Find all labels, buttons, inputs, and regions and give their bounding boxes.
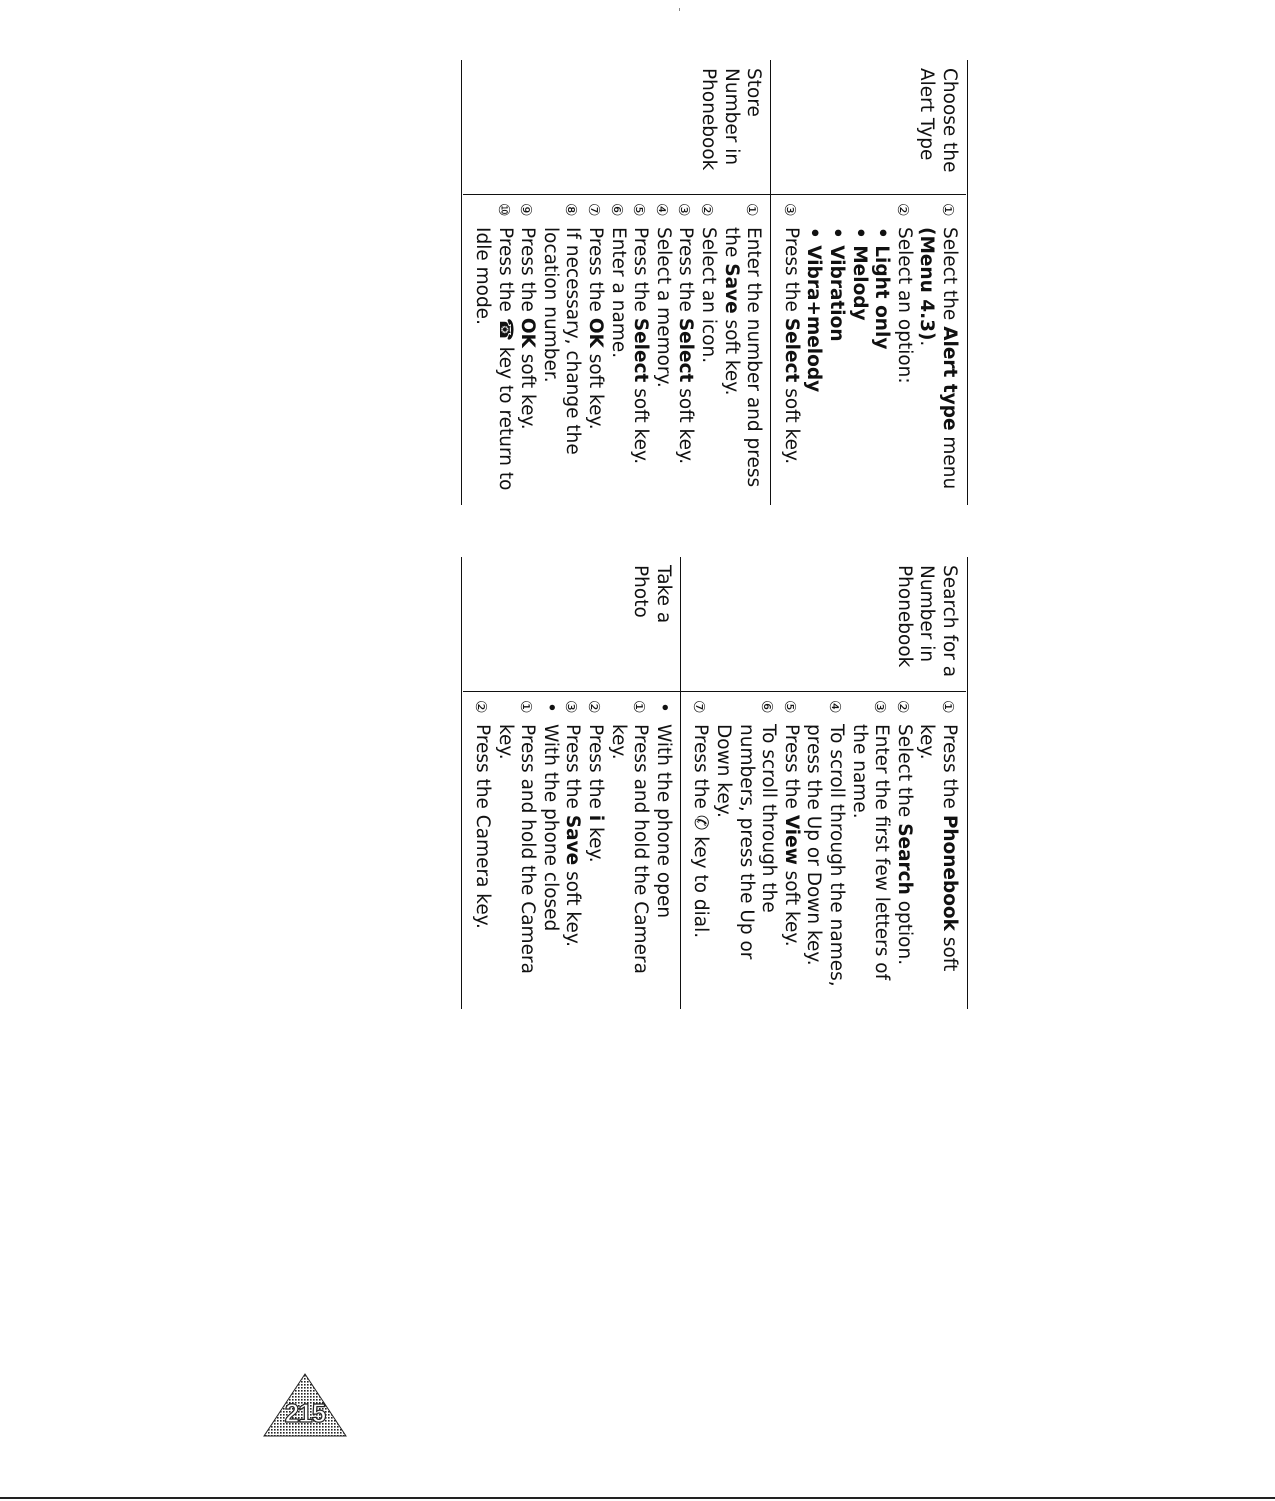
task-row — [463, 60, 771, 505]
info-key-icon: i — [585, 814, 607, 822]
step-text: Press the — [585, 227, 607, 318]
step-item — [802, 700, 847, 1003]
bold-term: View — [780, 814, 802, 865]
option-item: • Light only — [870, 227, 893, 499]
option-list — [802, 227, 892, 499]
bold-term: Alert type — [939, 326, 960, 431]
step-list — [471, 700, 674, 1003]
bold-term: Select — [630, 317, 652, 383]
page-number: 215 — [284, 1398, 326, 1428]
step-item — [719, 203, 764, 499]
panel-top-rule — [967, 557, 968, 1009]
step-item — [802, 203, 915, 499]
task-cell — [771, 60, 966, 195]
quick-guide-panel-1 — [461, 60, 968, 505]
step-number: ④ — [652, 203, 671, 217]
step-number: ③ — [871, 700, 890, 714]
step-item — [674, 203, 697, 499]
step-list — [471, 203, 765, 499]
step-item — [538, 700, 561, 1003]
quick-guide-panel-2 — [461, 557, 968, 1009]
task-cell — [463, 557, 681, 692]
step-text: Press the — [630, 227, 652, 318]
steps-cell — [463, 195, 771, 506]
step-text: soft key. — [585, 347, 607, 430]
step-text: Select an option: — [893, 227, 915, 384]
step-item — [584, 700, 607, 1003]
bold-term: Save — [720, 263, 742, 314]
step-item — [847, 700, 892, 1003]
task-row — [680, 557, 966, 1009]
step-number: ② — [893, 203, 912, 217]
step-text: menu — [939, 430, 960, 490]
bullet-icon: • — [652, 702, 674, 713]
step-text: key to dial. — [690, 830, 712, 939]
step-number: ⑩ — [494, 203, 513, 217]
step-text: Enter the number and press the — [720, 227, 765, 488]
step-text: soft key. — [517, 347, 539, 430]
bold-term: Select — [780, 317, 802, 383]
step-text: Press the — [939, 724, 960, 815]
step-number: ① — [939, 203, 957, 217]
step-item — [779, 700, 802, 1003]
step-number: ③ — [780, 203, 799, 217]
bullet-icon: • — [539, 702, 561, 713]
step-number: ① — [939, 700, 957, 714]
step-item — [584, 203, 607, 499]
step-item — [696, 203, 719, 499]
step-text: Press the — [562, 724, 584, 815]
step-text: Press and hold the Camera key. — [494, 724, 539, 974]
step-text: Press the — [585, 724, 607, 815]
step-text: key. — [585, 821, 607, 863]
task-label: Take a Photo — [630, 565, 674, 624]
step-text: Press and hold the Camera key. — [607, 724, 652, 974]
step-text: If necessary, change the location number. — [539, 227, 584, 455]
step-item — [651, 203, 674, 499]
bold-term: OK — [517, 317, 539, 348]
task-label: Search for a Number in Phonebook — [893, 565, 960, 678]
steps-cell — [680, 692, 966, 1010]
step-number: ② — [893, 700, 912, 714]
step-text: soft key. — [720, 313, 742, 396]
step-number: ⑥ — [758, 700, 777, 714]
step-text: . — [916, 340, 938, 347]
step-text: Enter the first few letters of the name. — [848, 724, 893, 981]
page-bottom-rule — [0, 1497, 1275, 1499]
step-item — [606, 203, 629, 499]
step-text: Select a memory. — [652, 227, 674, 388]
option-item: • Melody — [847, 227, 870, 499]
bold-term: OK — [585, 317, 607, 348]
step-item — [493, 700, 538, 1003]
step-text: Select the — [893, 724, 915, 824]
step-item — [516, 203, 539, 499]
step-item — [538, 203, 583, 499]
step-item — [606, 700, 651, 1003]
step-number: ② — [698, 203, 717, 217]
step-item — [651, 700, 674, 1003]
step-item — [471, 203, 516, 499]
step-number: ⑤ — [780, 700, 799, 714]
bold-term: Phonebook — [939, 814, 960, 931]
end-key-icon: ☎ — [494, 317, 516, 341]
step-text: With the phone open — [652, 724, 674, 919]
step-text: Press the — [517, 227, 539, 318]
step-text: key to return to Idle mode. — [472, 227, 516, 491]
step-list — [779, 203, 960, 499]
step-text: soft key. — [780, 382, 802, 465]
step-text: To scroll through the names, press the Up or Down key. — [803, 724, 848, 987]
step-text: Select an icon. — [698, 227, 720, 364]
steps-cell — [771, 195, 966, 506]
step-item — [779, 203, 802, 499]
step-item — [561, 700, 584, 1003]
step-item — [711, 700, 779, 1003]
step-number: ② — [472, 700, 491, 714]
step-number: ① — [630, 700, 649, 714]
step-text: soft key. — [630, 382, 652, 465]
task-label: Choose the Alert Type — [916, 68, 960, 173]
step-text: Press the — [494, 227, 516, 318]
step-text: Press the — [780, 227, 802, 318]
step-text: To scroll through the numbers, press the Up or Down key. — [713, 724, 780, 960]
step-text: With the phone closed — [539, 724, 561, 932]
bold-term: (Menu 4.3) — [916, 227, 938, 341]
step-text: Press the Camera key. — [472, 724, 494, 929]
step-number: ① — [743, 203, 762, 217]
step-number: ③ — [675, 203, 694, 217]
step-number: ⑧ — [562, 203, 581, 217]
step-number: ⑦ — [690, 700, 709, 714]
panel-top-rule — [967, 60, 968, 505]
step-item — [915, 203, 960, 499]
step-number: ④ — [826, 700, 845, 714]
option-item: • Vibra+melody — [802, 227, 825, 499]
step-text: soft key. — [562, 865, 584, 948]
bold-term: Select — [675, 317, 697, 383]
step-number: ⑦ — [585, 203, 604, 217]
task-cell — [463, 60, 771, 195]
step-number: ② — [585, 700, 604, 714]
step-item — [892, 700, 915, 1003]
bold-term: Save — [562, 814, 584, 866]
step-number: ⑨ — [517, 203, 536, 217]
scan-mark — [679, 8, 680, 11]
panel-bottom-rule — [461, 60, 462, 505]
task-row — [771, 60, 966, 505]
panel-bottom-rule — [461, 557, 462, 1009]
task-row — [463, 557, 681, 1009]
step-text: Select the — [939, 227, 960, 327]
steps-cell — [463, 692, 681, 1010]
step-text: Press the — [675, 227, 697, 318]
step-number: ① — [517, 700, 536, 714]
step-text: Press the — [690, 724, 712, 815]
step-text: soft key. — [780, 864, 802, 947]
step-text: Press the — [780, 724, 802, 815]
step-item — [629, 203, 652, 499]
quick-guide-table-2 — [463, 557, 966, 1009]
send-key-icon: ✆ — [690, 814, 712, 831]
option-item: • Vibration — [824, 227, 847, 499]
step-number: ⑥ — [607, 203, 626, 217]
step-number: ③ — [562, 700, 581, 714]
step-text: option. — [893, 894, 915, 966]
quick-guide-table-1 — [463, 60, 966, 505]
step-text: Enter a name. — [607, 227, 629, 359]
step-item — [471, 700, 494, 1003]
bold-term: Search — [893, 823, 915, 895]
step-text: soft key. — [675, 382, 697, 465]
step-number: ⑤ — [630, 203, 649, 217]
task-label: Store Number in Phonebook — [698, 68, 765, 171]
step-item — [915, 700, 960, 1003]
step-text: soft key. — [916, 724, 960, 972]
task-cell — [680, 557, 966, 692]
step-item — [689, 700, 712, 1003]
step-list — [689, 700, 960, 1003]
